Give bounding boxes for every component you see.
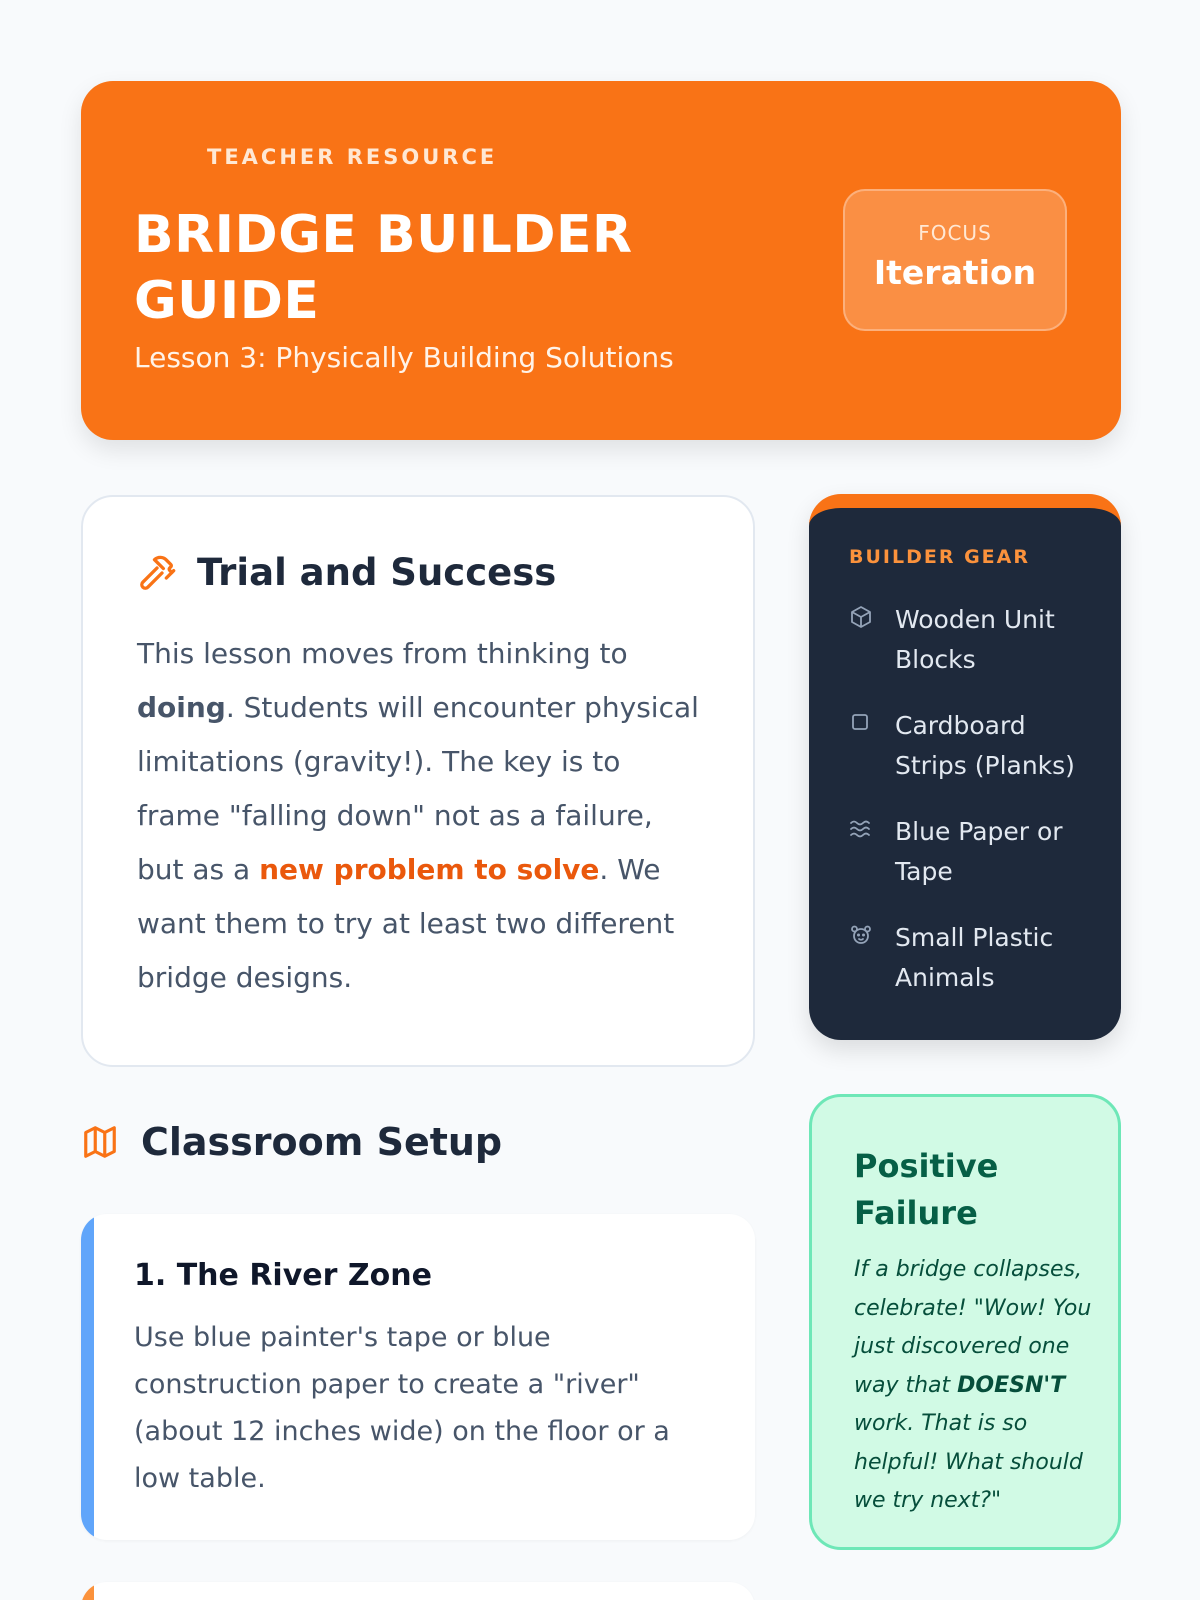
page-title: BRIDGE BUILDER GUIDE <box>134 205 633 331</box>
lesson-header <box>81 81 1121 440</box>
failure-text-part: If a bridge collapses, celebrate! "Wow! You just discovered one way that <box>854 1257 1092 1398</box>
failure-text-part: work. That is so helpful! What should we try next?" <box>854 1411 1083 1513</box>
gear-item-label: Wooden Unit Blocks <box>895 605 1055 674</box>
trial-body-part: . Students will encounter physical limitations (gravity!). The key is to frame "falling down" not as a failure, but as a <box>137 691 699 886</box>
setup-header <box>81 1120 502 1164</box>
failure-text <box>854 1251 1094 1521</box>
focus-badge <box>843 189 1067 331</box>
trial-body-part: This lesson moves from thinking to <box>137 637 628 670</box>
trial-card <box>81 495 755 1067</box>
builder-gear-panel <box>809 494 1121 1040</box>
setup-step-card <box>81 1582 755 1600</box>
map-icon <box>81 1123 119 1161</box>
gear-title: BUILDER GEAR <box>849 546 1030 568</box>
trial-body <box>137 627 707 1005</box>
gear-list <box>849 600 1099 1024</box>
list-item <box>849 706 1099 786</box>
list-item <box>849 918 1099 998</box>
step-accent-bar <box>81 1214 94 1540</box>
failure-title: Positive Failure <box>854 1147 999 1232</box>
list-item <box>849 600 1099 680</box>
header-eyebrow: TEACHER RESOURCE <box>207 145 498 169</box>
gear-item-label: Cardboard Strips (Planks) <box>895 711 1075 780</box>
setup-step-card <box>81 1214 755 1540</box>
trial-body-bold: doing <box>137 691 226 724</box>
setup-title: Classroom Setup <box>141 1120 503 1164</box>
lesson-subtitle: Lesson 3: Physically Building Solutions <box>134 341 674 374</box>
waves-icon <box>849 817 873 841</box>
step-title: 1. The River Zone <box>134 1258 432 1293</box>
step-accent-bar <box>81 1582 94 1600</box>
gear-item-label: Blue Paper or Tape <box>895 817 1063 886</box>
trial-body-highlight: new problem to solve <box>259 853 600 886</box>
gear-item-label: Small Plastic Animals <box>895 923 1054 992</box>
trial-title: Trial and Success <box>197 551 557 594</box>
focus-label: FOCUS <box>918 221 992 245</box>
animal-icon <box>849 923 873 947</box>
list-item <box>849 812 1099 892</box>
step-description: Use blue painter's tape or blue construction paper to create a "river" (about 12 inches wide) on the floor or a low table. <box>134 1322 670 1494</box>
square-icon <box>849 711 873 735</box>
trial-title-row <box>137 551 556 594</box>
positive-failure-card <box>809 1094 1121 1550</box>
failure-text-bold: DOESN'T <box>957 1372 1066 1398</box>
cube-icon <box>849 605 873 629</box>
focus-value: Iteration <box>873 253 1037 292</box>
trial-body-part: . We want them to try at least two different bridge designs. <box>137 853 675 994</box>
hammer-icon <box>137 553 177 593</box>
